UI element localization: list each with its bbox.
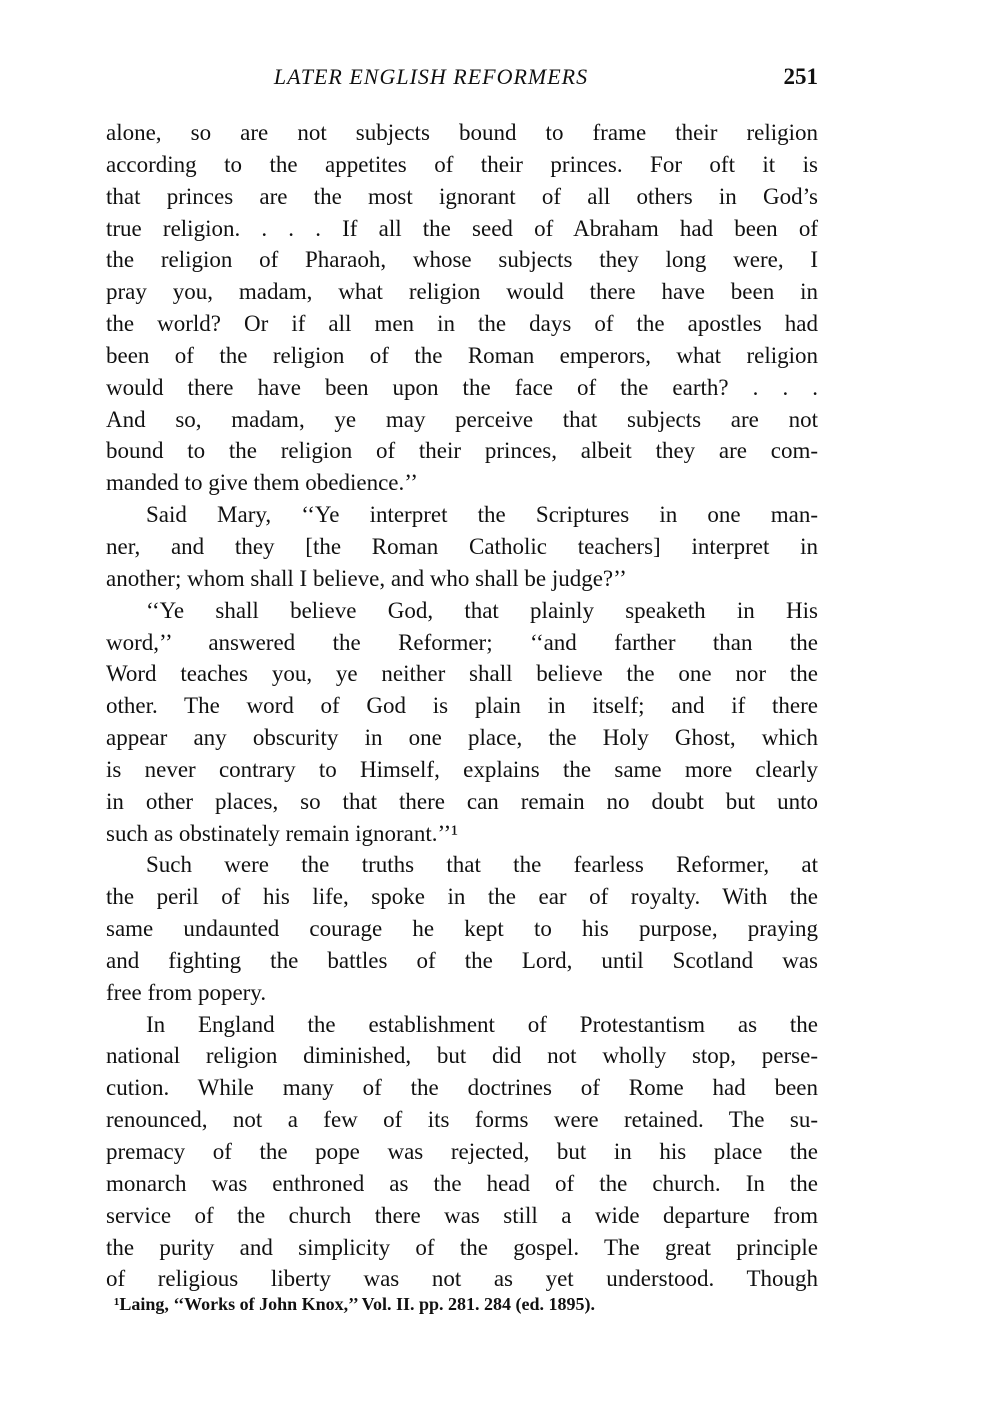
paragraph [106,849,818,1008]
footnote: ¹Laing, ‘‘Works of John Knox,’’ Vol. II. pp. 281. 284 (ed. 1895). [114,1294,595,1314]
text-line: monarch was enthroned as the head of the church. In the [106,1170,818,1196]
text-line: pray you, madam, what religion would there have been in [106,279,818,305]
text-line: manded to give them obedience.’’ [106,470,418,496]
page-number: 251 [783,64,818,89]
paragraph [106,117,818,499]
text-line: is never contrary to Himself, explains the same more clearly [106,756,818,782]
text-line: in other places, so that there can remain no doubt but unto [106,788,818,814]
body-text [106,117,818,1295]
text-line: such as obstinately remain ignorant.’’¹ [106,820,459,846]
text-line: of religious liberty was not as yet understood. Though [106,1266,818,1292]
paragraph [106,595,818,850]
text-line: the purity and simplicity of the gospel. The great principle [106,1234,818,1260]
running-title: LATER ENGLISH REFORMERS [273,64,589,89]
page-header [106,64,818,96]
text-line: ner, and they [the Roman Catholic teachers] interpret in [106,533,818,559]
text-line: Word teaches you, ye neither shall believe the one nor the [106,661,818,687]
text-line: ‘‘Ye shall believe God, that plainly speaketh in His [146,597,818,623]
text-line: the world? Or if all men in the days of the apostles had [106,311,818,337]
paragraph [106,499,818,595]
text-line: Said Mary, ‘‘Ye interpret the Scriptures in one man- [146,502,818,528]
paragraph [106,1009,818,1296]
text-line: service of the church there was still a wide departure from [106,1202,818,1228]
text-line: and fighting the battles of the Lord, until Scotland was [106,947,818,973]
text-line: would there have been upon the face of the earth? . . . [106,374,818,400]
text-line: word,’’ answered the Reformer; ‘‘and farther than the [106,629,818,655]
text-line: same undaunted courage he kept to his purpose, praying [106,916,818,942]
text-line: been of the religion of the Roman emperors, what religion [106,342,818,368]
text-line: another; whom shall I believe, and who shall be judge?’’ [106,565,627,591]
text-line: Such were the truths that the fearless Reformer, at [146,852,818,878]
text-line: appear any obscurity in one place, the Holy Ghost, which [106,725,818,751]
text-line: renounced, not a few of its forms were retained. The su- [106,1107,818,1133]
text-line: free from popery. [106,979,267,1005]
text-line: the peril of his life, spoke in the ear of royalty. With the [106,884,818,910]
text-line: premacy of the pope was rejected, but in his place the [106,1139,818,1164]
text-line: national religion diminished, but did not wholly stop, perse- [106,1043,818,1069]
text-line: true religion. . . . If all the seed of Abraham had been of [106,215,818,241]
text-line: that princes are the most ignorant of all others in God’s [106,183,818,209]
text-line: cution. While many of the doctrines of Rome had been [106,1075,818,1101]
text-line: In England the establishment of Protestantism as the [146,1011,818,1037]
text-line: alone, so are not subjects bound to frame their religion [106,120,818,145]
text-line: other. The word of God is plain in itself; and if there [106,693,818,719]
text-line: And so, madam, ye may perceive that subjects are not [106,406,818,432]
text-line: according to the appetites of their princes. For oft it is [106,151,818,177]
text-line: the religion of Pharaoh, whose subjects they long were, I [106,247,818,273]
text-line: bound to the religion of their princes, albeit they are com- [106,438,818,464]
